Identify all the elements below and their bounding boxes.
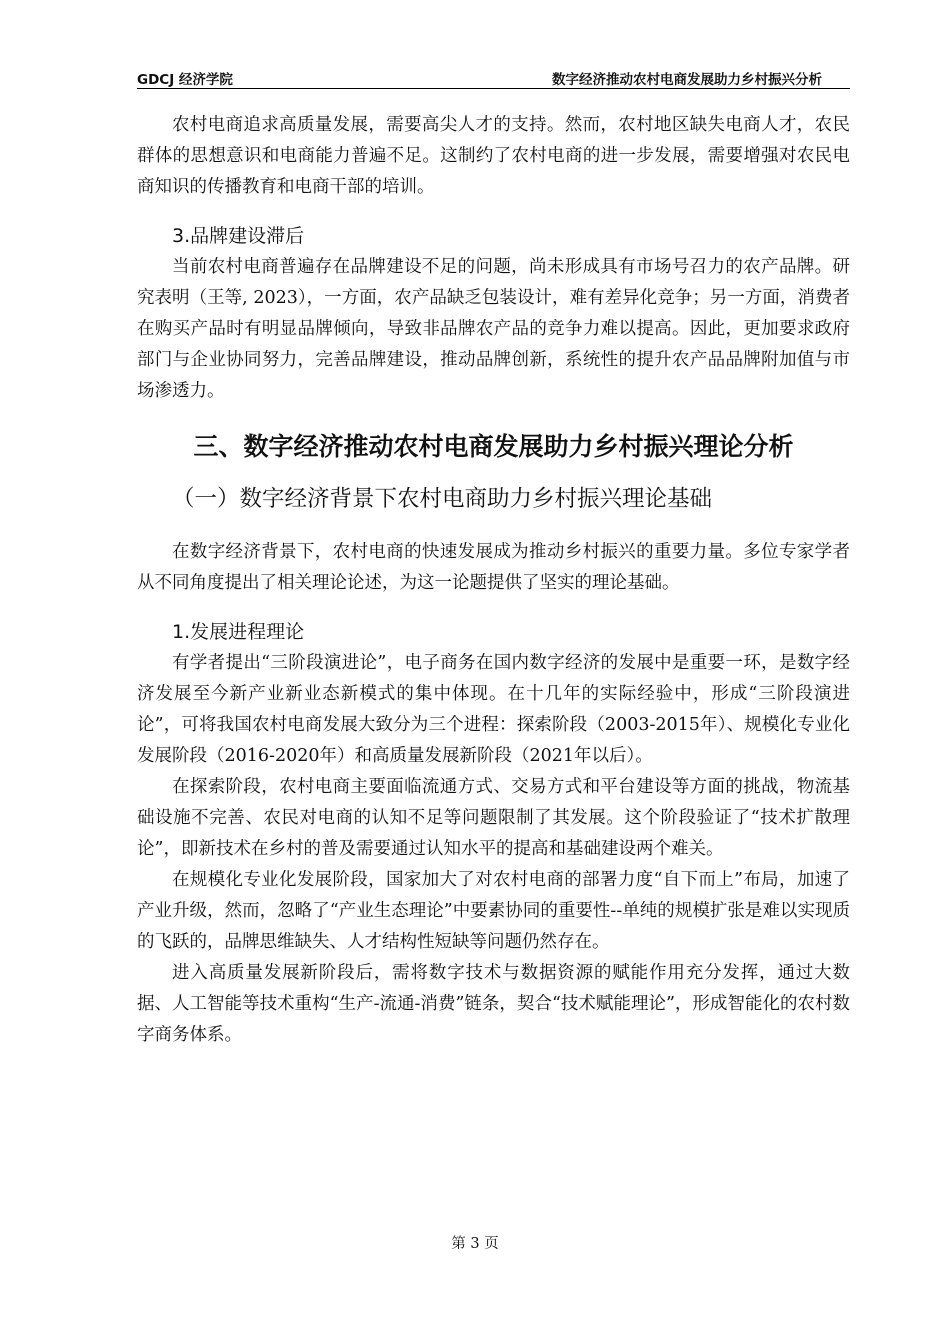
heading-brand: 3.品牌建设滞后 — [172, 225, 305, 247]
paragraph-exploration: 在探索阶段，农村电商主要面临流通方式、交易方式和平台建设等方面的挑战，物流基础设施不完善、农民对电商的认知不足等问题限制了其发展。这个阶段验证了“技术扩散理论”，即新技术在乡村的普及需要通过认知水平的提高和基础建设两个难关。 — [137, 777, 850, 859]
paragraph-talent: 农村电商追求高质量发展，需要高尖人才的支持。然而，农村地区缺失电商人才，农民群体的思想意识和电商能力普遍不足。这制约了农村电商的进一步发展，需要增强对农民电商知识的传播教育和电商干部的培训。 — [137, 115, 850, 197]
header-document-title: 数字经济推动农村电商发展助力乡村振兴分析 — [552, 72, 822, 88]
paragraph-brand: 当前农村电商普遍存在品牌建设不足的问题，尚未形成具有市场号召力的农产品牌。研究表明（王等, 2023），一方面，农产品缺乏包装设计，难有差异化竞争；另一方面，消费者在购买产品时有明显品牌倾向，导致非品牌农产品的竞争力难以提高。因此，更加要求政府部门与企业协同努力，完善品牌建设，推动品牌创新，系统性的提升农产品品牌附加值与市场渗透力。 — [137, 257, 850, 401]
page-number: 第 3 页 — [451, 1236, 499, 1252]
page-body — [137, 110, 850, 1051]
page-header — [137, 64, 850, 89]
paragraph-high-quality: 进入高质量发展新阶段后，需将数字技术与数据资源的赋能作用充分发挥，通过大数据、人工智能等技术重构“生产-流通-消费”链条，契合“技术赋能理论”，形成智能化的农村数字商务体系。 — [137, 963, 851, 1045]
paragraph-three-stage: 有学者提出“三阶段演进论”，电子商务在国内数字经济的发展中是重要一环，是数字经济发展至今新产业新业态新模式的集中体现。在十几年的实际经验中，形成“三阶段演进论”，可将我国农村电商发展大致分为三个进程：探索阶段（2003-2015年）、规模化专业化发展阶段（2016-2020年）和高质量发展新阶段（2021年以后）。 — [137, 653, 850, 766]
heading-development: 1.发展进程理论 — [172, 621, 305, 643]
section-title: （一）数字经济背景下农村电商助力乡村振兴理论基础 — [172, 486, 713, 512]
chapter-title: 三、数字经济推动农村电商发展助力乡村振兴理论分析 — [193, 432, 794, 461]
header-institution: GDCJ 经济学院 — [137, 72, 233, 88]
paragraph-intro: 在数字经济背景下，农村电商的快速发展成为推动乡村振兴的重要力量。多位专家学者从不同角度提出了相关理论论述，为这一论题提供了坚实的理论基础。 — [137, 542, 850, 593]
paragraph-scale: 在规模化专业化发展阶段，国家加大了对农村电商的部署力度“自下而上”布局，加速了产业升级，然而，忽略了“产业生态理论”中要素协同的重要性--单纯的规模扩张是难以实现质的飞跃的，品牌思维缺失、人才结构性短缺等问题仍然存在。 — [137, 870, 850, 952]
